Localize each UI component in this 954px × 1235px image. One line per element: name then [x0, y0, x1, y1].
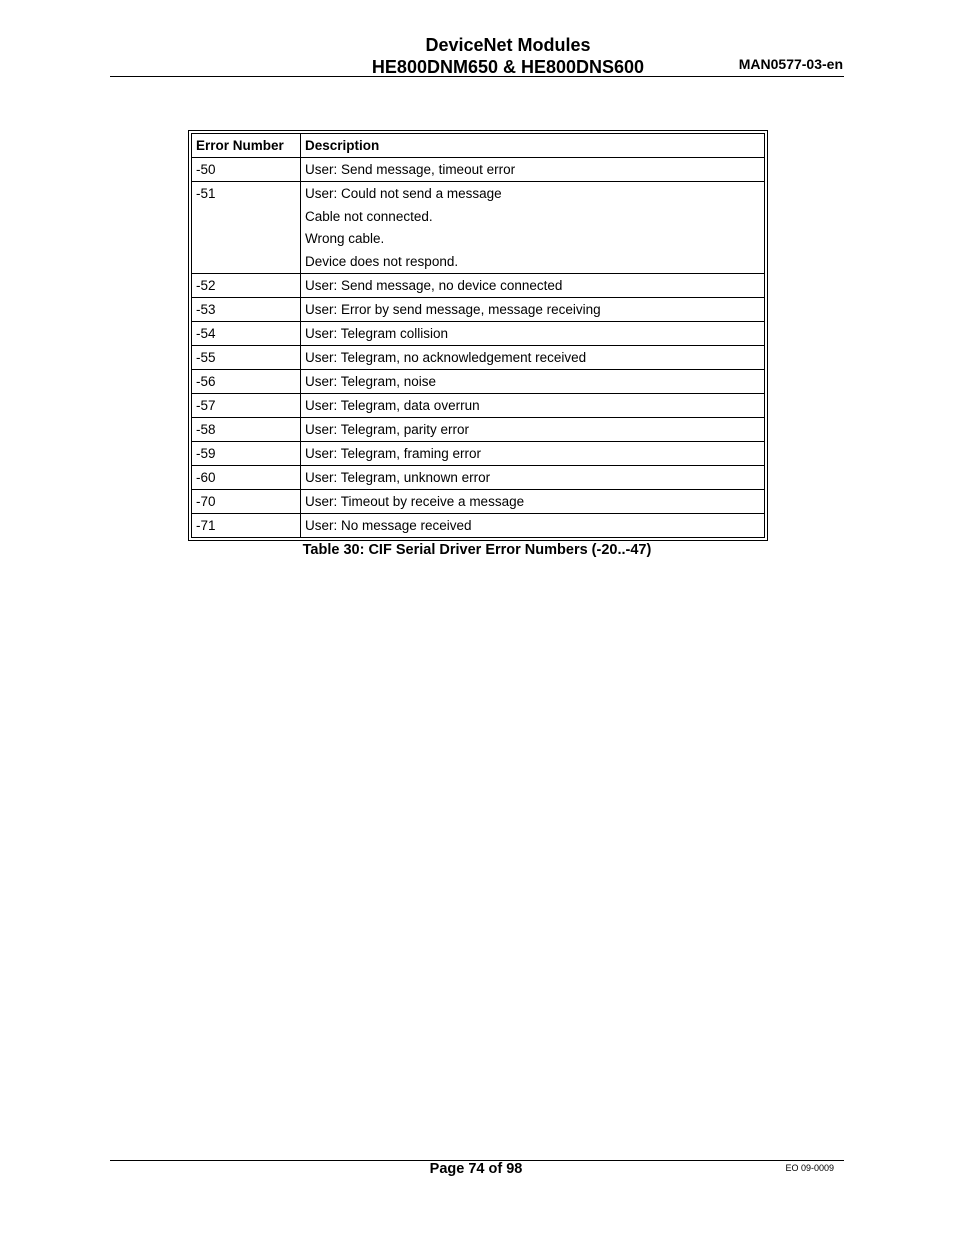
column-header-error-number: Error Number — [192, 134, 301, 158]
description-line: User: Send message, timeout error — [305, 162, 516, 177]
error-number-cell: -50 — [192, 158, 301, 182]
description-line: Cable not connected. — [305, 208, 433, 224]
description-line: User: Could not send a message — [305, 186, 502, 201]
document-title — [330, 34, 686, 78]
description-cell — [301, 442, 765, 466]
table-row — [192, 322, 765, 346]
table-row — [192, 490, 765, 514]
description-line: User: Telegram, framing error — [305, 446, 482, 462]
table-row — [192, 466, 765, 490]
table-row — [192, 514, 765, 538]
table-row — [192, 394, 765, 418]
description-cell — [301, 182, 765, 274]
error-number-cell: -58 — [192, 418, 301, 442]
description-cell — [301, 298, 765, 322]
header-divider — [110, 76, 844, 77]
table-row — [192, 442, 765, 466]
description-line: User: Telegram, unknown error — [305, 470, 491, 486]
description-line: User: Error by send message, message receiving — [305, 302, 601, 318]
table-body — [192, 158, 765, 538]
table-row — [192, 298, 765, 322]
description-line: User: No message received — [305, 518, 472, 534]
error-number-table — [191, 133, 765, 538]
error-number-cell: -59 — [192, 442, 301, 466]
description-cell — [301, 490, 765, 514]
error-number-cell: -71 — [192, 514, 301, 538]
error-number-cell: -57 — [192, 394, 301, 418]
title-line-2: HE800DNM650 & HE800DNS600 — [371, 57, 645, 77]
eo-code: EO 09-0009 — [785, 1163, 834, 1173]
error-number-cell: -52 — [192, 274, 301, 298]
description-cell — [301, 274, 765, 298]
error-number-cell: -53 — [192, 298, 301, 322]
description-cell — [301, 158, 765, 182]
description-line: User: Telegram, parity error — [305, 422, 470, 438]
table-row — [192, 346, 765, 370]
error-number-cell: -56 — [192, 370, 301, 394]
column-header-description: Description — [301, 134, 765, 158]
description-cell — [301, 322, 765, 346]
description-line: User: Telegram, data overrun — [305, 398, 480, 414]
description-cell — [301, 514, 765, 538]
table-row — [192, 418, 765, 442]
table-row — [192, 182, 765, 274]
document-code: MAN0577-03-en — [738, 56, 843, 72]
title-line-1: DeviceNet Modules — [425, 35, 591, 55]
error-number-cell: -60 — [192, 466, 301, 490]
description-cell — [301, 346, 765, 370]
description-cell — [301, 370, 765, 394]
page-number: Page 74 of 98 — [429, 1161, 523, 1177]
description-line: User: Telegram, no acknowledgement received — [305, 350, 587, 366]
description-cell — [301, 394, 765, 418]
description-cell — [301, 418, 765, 442]
description-line: User: Send message, no device connected — [305, 278, 563, 294]
error-table-frame — [188, 130, 768, 541]
error-number-cell: -51 — [192, 182, 301, 274]
description-line: Device does not respond. — [305, 254, 459, 270]
error-number-cell: -55 — [192, 346, 301, 370]
description-line: Wrong cable. — [305, 231, 385, 247]
table-row — [192, 158, 765, 182]
table-header-row — [192, 134, 765, 158]
table-row — [192, 274, 765, 298]
description-line: User: Timeout by receive a message — [305, 494, 525, 510]
table-caption: Table 30: CIF Serial Driver Error Numbers (-20..-47) — [302, 542, 652, 558]
description-line: User: Telegram, noise — [305, 374, 437, 390]
table-row — [192, 370, 765, 394]
error-number-cell: -70 — [192, 490, 301, 514]
error-number-cell: -54 — [192, 322, 301, 346]
description-line: User: Telegram collision — [305, 326, 449, 342]
description-cell — [301, 466, 765, 490]
